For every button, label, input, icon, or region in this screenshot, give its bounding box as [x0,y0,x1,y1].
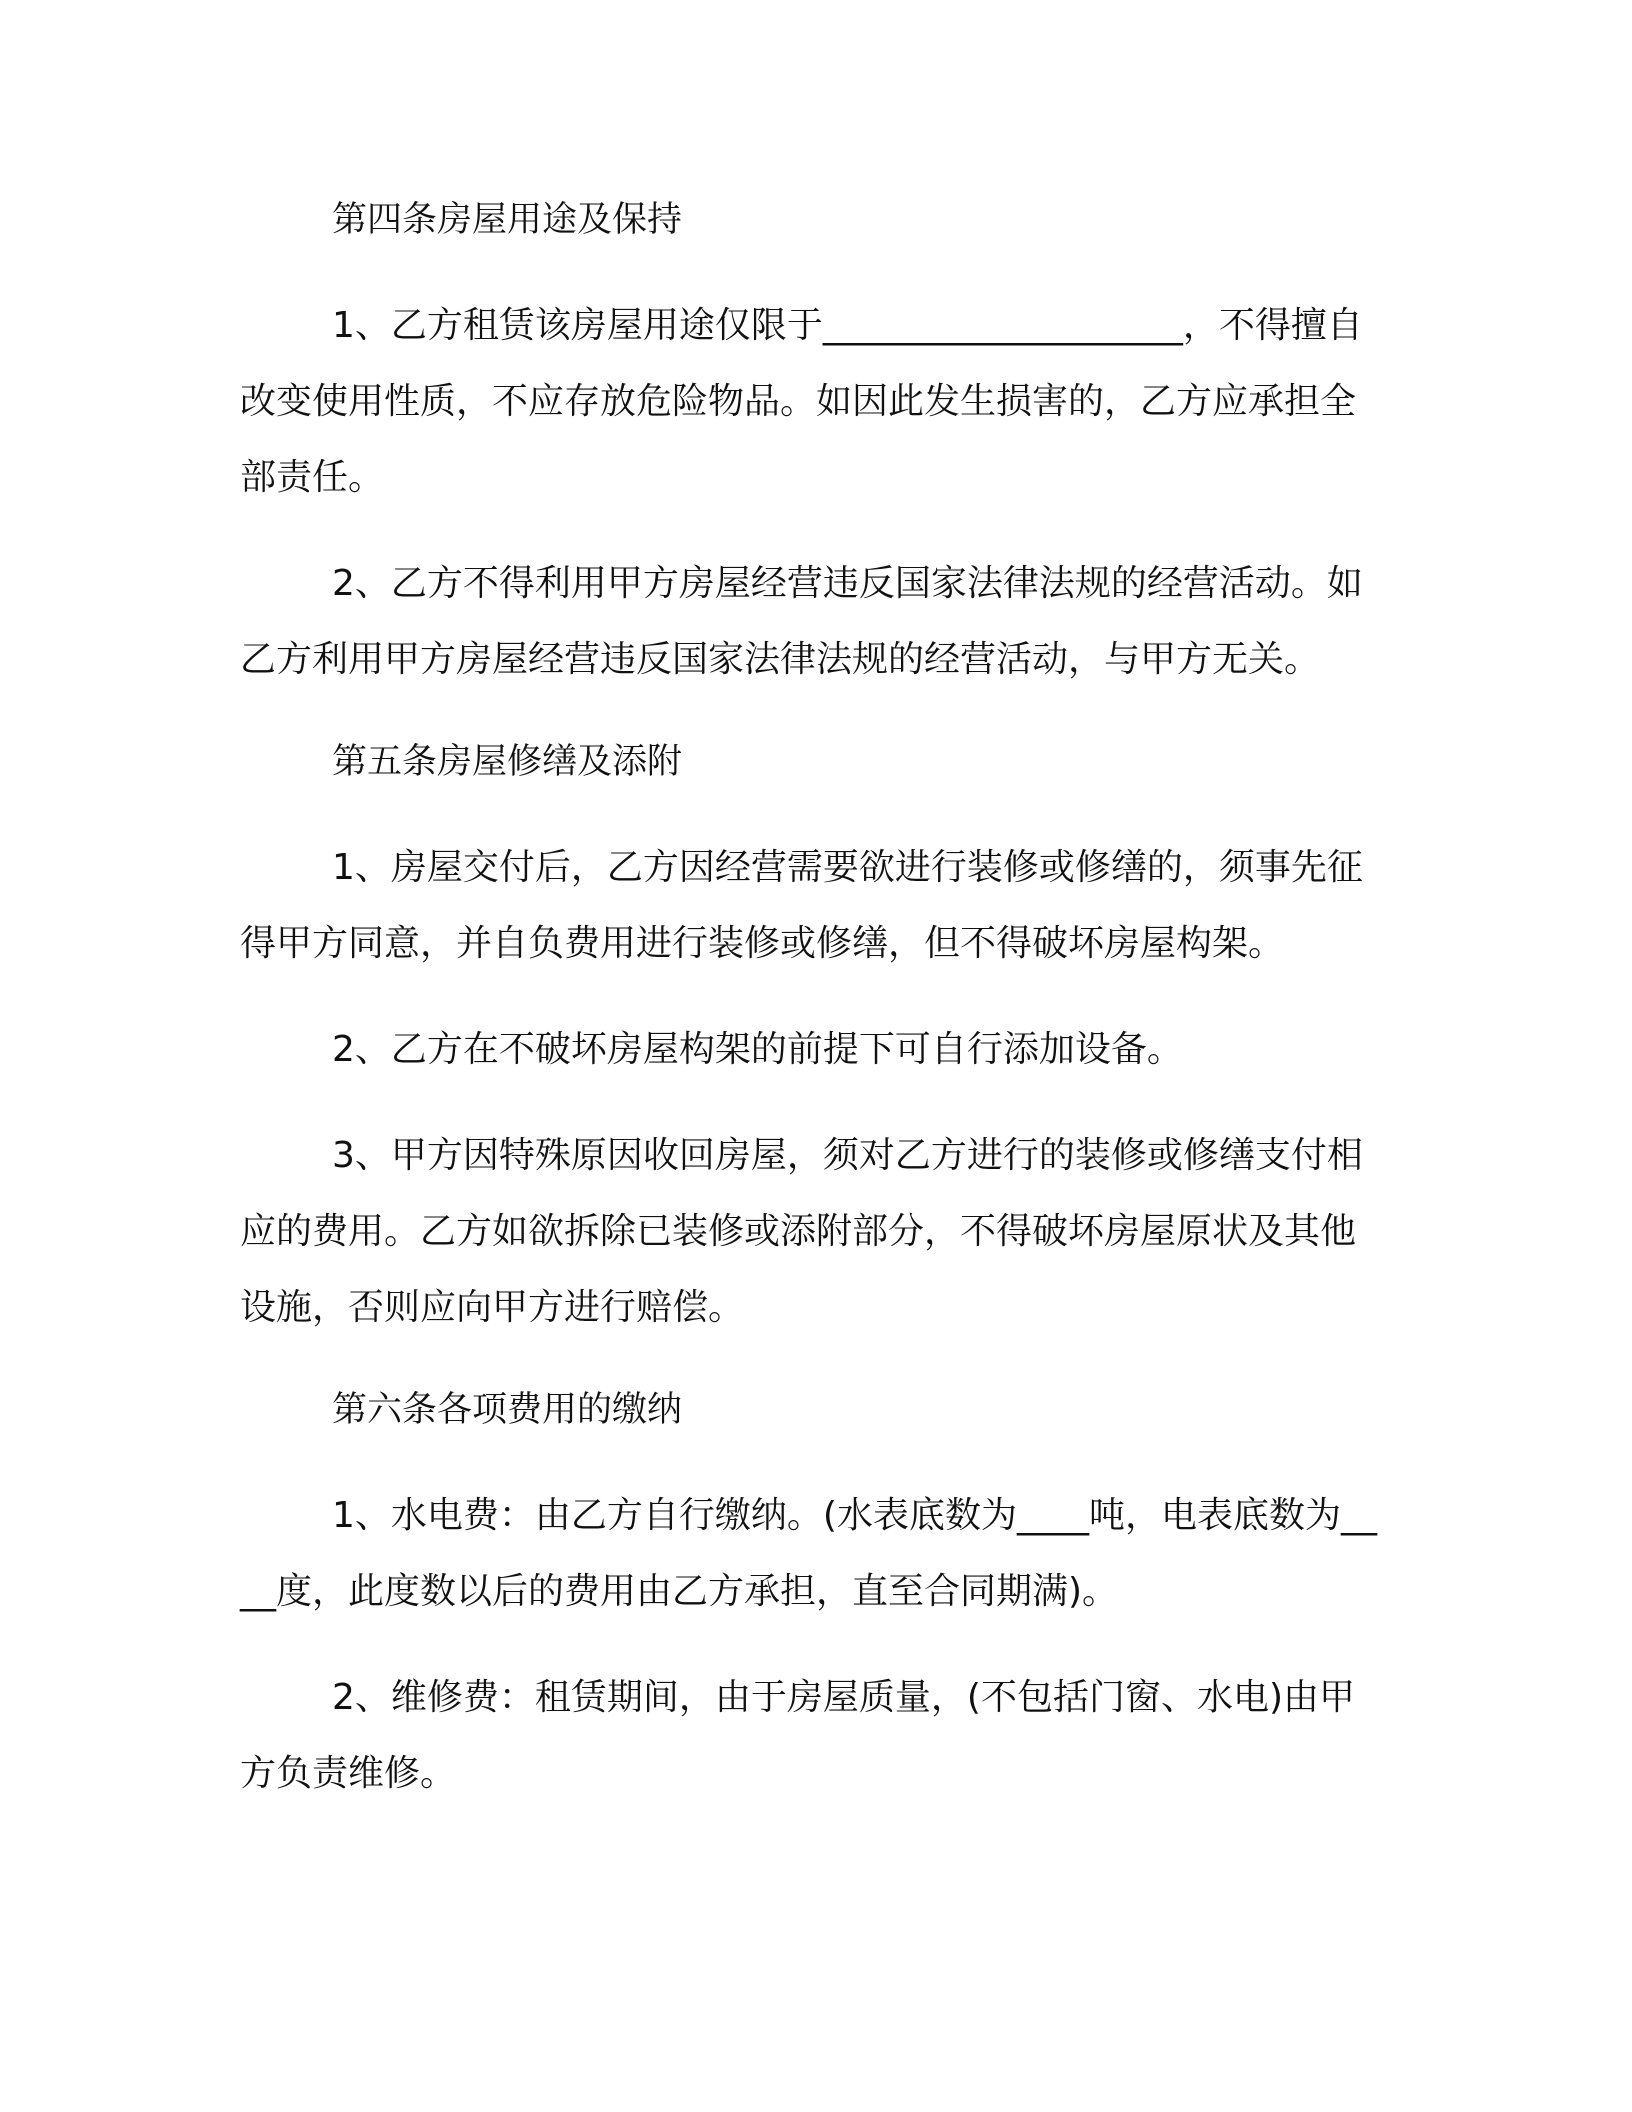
paragraph-4-1: 1、乙方租赁该房屋用途仅限于____________________，不得擅自改变使用性质，不应存放危险物品。如因此发生损害的，乙方应承担全部责任。 [240,305,1363,498]
section-heading-6: 第六条各项费用的缴纳 [332,1390,683,1430]
document-body [240,186,1390,1812]
paragraph-6-1: 1、水电费：由乙方自行缴纳。(水表底数为____吨，电表底数为____度，此度数以后的费用由乙方承担，直至合同期满)。 [240,1495,1377,1612]
paragraph-4-2: 2、乙方不得利用甲方房屋经营违反国家法律法规的经营活动。如乙方利用甲方房屋经营违反国家法律法规的经营活动，与甲方无关。 [240,563,1363,680]
section-heading-4: 第四条房屋用途及保持 [332,200,683,240]
paragraph-6-2: 2、维修费：租赁期间，由于房屋质量，(不包括门窗、水电)由甲方负责维修。 [240,1677,1355,1794]
paragraph-5-3: 3、甲方因特殊原因收回房屋，须对乙方进行的装修或修缮支付相应的费用。乙方如欲拆除已装修或添附部分，不得破坏房屋原状及其他设施，否则应向甲方进行赔偿。 [240,1135,1363,1328]
section-heading-5: 第五条房屋修缮及添附 [332,742,683,782]
paragraph-5-1: 1、房屋交付后，乙方因经营需要欲进行装修或修缮的，须事先征得甲方同意，并自负费用进行装修或修缮，但不得破坏房屋构架。 [240,847,1363,964]
paragraph-5-2: 2、乙方在不破坏房屋构架的前提下可自行添加设备。 [332,1029,1183,1070]
